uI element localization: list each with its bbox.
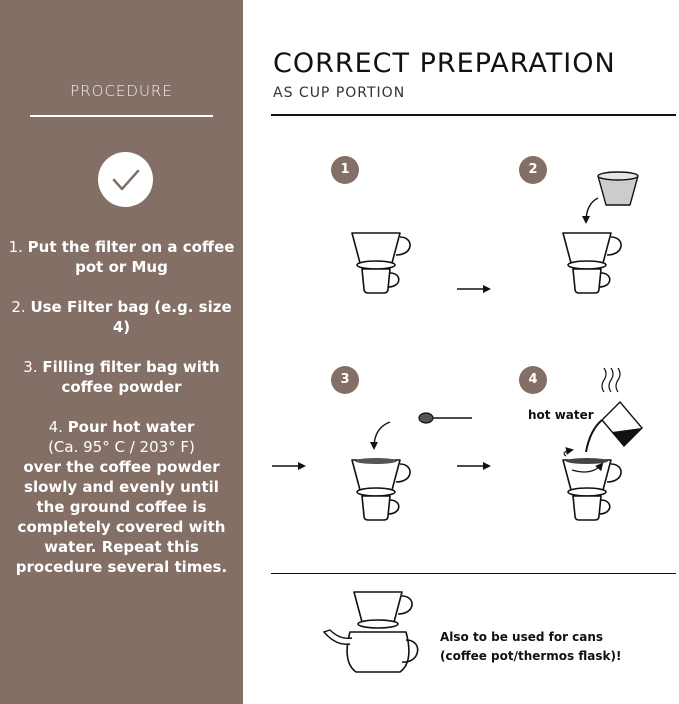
usage-note — [440, 628, 621, 666]
step-number: 2. — [11, 298, 26, 316]
step-number: 3. — [23, 358, 38, 376]
step-text: Use Filter bag (e.g. size 4) — [30, 298, 232, 336]
page-subtitle: AS CUP PORTION — [273, 85, 406, 101]
step-number: 4. — [48, 418, 63, 436]
teapot-illustration — [324, 592, 418, 672]
spoon-icon — [419, 413, 433, 423]
hot-water-label: hot water — [528, 408, 594, 422]
procedure-heading: PROCEDURE — [70, 82, 173, 100]
step-badge-4: 4 — [519, 366, 547, 394]
step-badge-1: 1 — [331, 156, 359, 184]
step-number: 1. — [8, 238, 23, 256]
step-badge-2: 2 — [519, 156, 547, 184]
step-2-illustration — [563, 172, 638, 293]
step-badge-3: 3 — [331, 366, 359, 394]
page-title: CORRECT PREPARATION — [273, 48, 616, 79]
step-temperature: (Ca. 95° C / 203° F) — [48, 438, 195, 456]
step-3-illustration — [352, 413, 472, 520]
footer-divider — [271, 573, 676, 574]
step-text: Put the filter on a coffee pot or Mug — [27, 238, 235, 276]
usage-note-line-2: (coffee pot/thermos flask)! — [440, 649, 622, 663]
step-text: Pour hot water — [67, 418, 195, 436]
usage-note-line-1: Also to be used for cans — [440, 630, 604, 644]
step-1-illustration — [352, 233, 410, 293]
step-4-illustration — [563, 368, 642, 520]
step-text: Filling filter bag with coffee powder — [42, 358, 220, 396]
step-text-continued: over the coffee powder slowly and evenly until the ground coffee is completely covered with water. Repeat this procedure several times. — [15, 458, 228, 576]
